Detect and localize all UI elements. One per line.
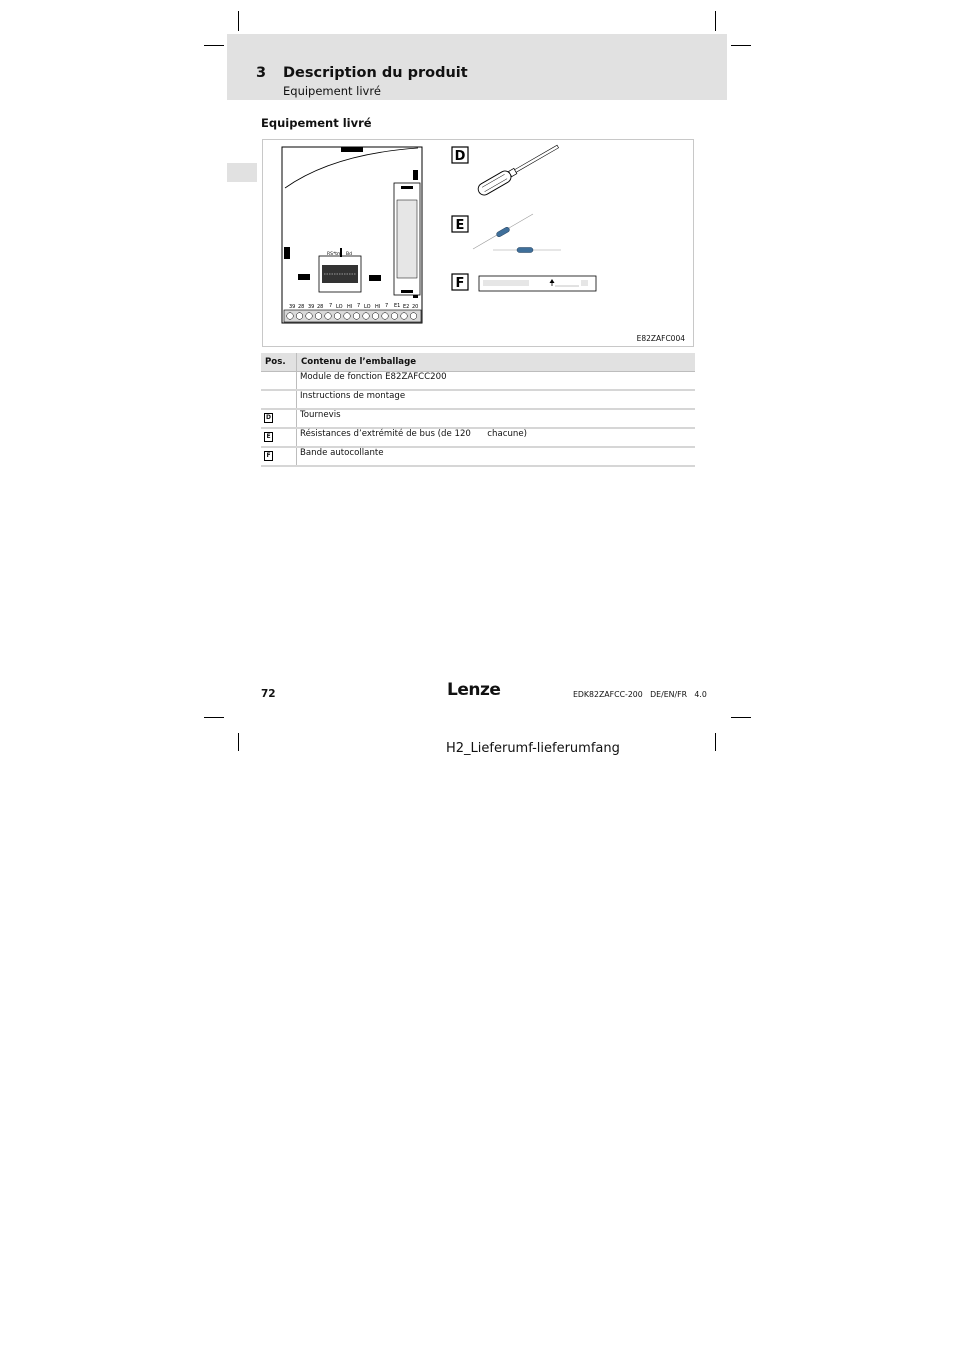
document-id: EDK82ZAFCC-200 DE/EN/FR 4.0 bbox=[573, 690, 707, 699]
pos-cell bbox=[261, 447, 297, 466]
section-heading: Equipement livré bbox=[261, 116, 372, 130]
crop-mark bbox=[204, 717, 224, 718]
brand-logo: Lenze bbox=[447, 680, 501, 700]
pos-cell bbox=[261, 390, 297, 409]
dip-label-right: Bd bbox=[346, 252, 352, 257]
chapter-title: Description du produit bbox=[283, 65, 468, 81]
page-number: 72 bbox=[261, 688, 276, 700]
pos-label-f: F bbox=[264, 451, 273, 461]
file-name: H2_Lieferumf-lieferumfang bbox=[446, 741, 620, 756]
terminal-label: HI bbox=[347, 304, 353, 310]
label-d: D bbox=[454, 149, 466, 164]
terminal-label: E1 bbox=[394, 303, 401, 309]
module-board bbox=[282, 147, 422, 323]
pos-cell bbox=[261, 372, 297, 391]
terminal-label: 20 bbox=[412, 304, 419, 310]
resistor-icon bbox=[473, 214, 533, 249]
table-row bbox=[261, 447, 695, 466]
terminal-label: 28 bbox=[317, 304, 324, 310]
dip-label-left: RS*tm bbox=[327, 252, 342, 257]
terminal-label: LO bbox=[364, 304, 371, 310]
table-row bbox=[261, 390, 695, 409]
terminal-label: 39 bbox=[308, 304, 315, 310]
label-f: F bbox=[455, 276, 465, 291]
crop-mark bbox=[238, 733, 239, 751]
side-tab bbox=[227, 163, 257, 182]
chapter-subtitle: Equipement livré bbox=[283, 84, 381, 98]
table-row bbox=[261, 372, 695, 391]
content-cell: Module de fonction E82ZAFCC200 bbox=[297, 372, 696, 391]
crop-mark bbox=[715, 733, 716, 751]
column-header-content: Contenu de l’emballage bbox=[297, 353, 696, 372]
terminal-label: HI bbox=[375, 304, 381, 310]
terminal-label: 28 bbox=[298, 304, 305, 310]
column-header-pos: Pos. bbox=[261, 353, 297, 372]
crop-mark bbox=[731, 717, 751, 718]
pos-cell bbox=[261, 409, 297, 428]
pos-label-d: D bbox=[264, 413, 273, 423]
delivery-illustration bbox=[263, 140, 695, 348]
content-cell: Instructions de montage bbox=[297, 390, 696, 409]
crop-mark bbox=[731, 45, 751, 46]
table-header-row bbox=[261, 353, 695, 372]
terminal-label: 7 bbox=[329, 303, 333, 309]
crop-mark bbox=[715, 11, 716, 31]
figure-box bbox=[262, 139, 694, 347]
terminal-label: LO bbox=[336, 304, 343, 310]
contents-table bbox=[261, 353, 695, 467]
adhesive-strip-icon bbox=[479, 276, 596, 291]
screwdriver-icon bbox=[476, 141, 561, 197]
crop-mark bbox=[238, 11, 239, 31]
table-row bbox=[261, 428, 695, 447]
resistor-icon bbox=[493, 248, 561, 253]
crop-mark bbox=[204, 45, 224, 46]
terminal-label: 7 bbox=[357, 303, 361, 309]
content-cell: Résistances d’extrémité de bus (de 120 chacune) bbox=[297, 428, 696, 447]
content-cell: Bande autocollante bbox=[297, 447, 696, 466]
pos-cell bbox=[261, 428, 297, 447]
figure-code: E82ZAFC004 bbox=[636, 334, 685, 343]
terminal-label: 39 bbox=[289, 304, 296, 310]
pos-label-e: E bbox=[264, 432, 273, 442]
table-row bbox=[261, 409, 695, 428]
chapter-number: 3 bbox=[256, 65, 267, 81]
terminal-label: 7 bbox=[385, 303, 389, 309]
terminal-label: E2 bbox=[403, 304, 410, 310]
label-e: E bbox=[455, 218, 465, 233]
content-cell: Tournevis bbox=[297, 409, 696, 428]
